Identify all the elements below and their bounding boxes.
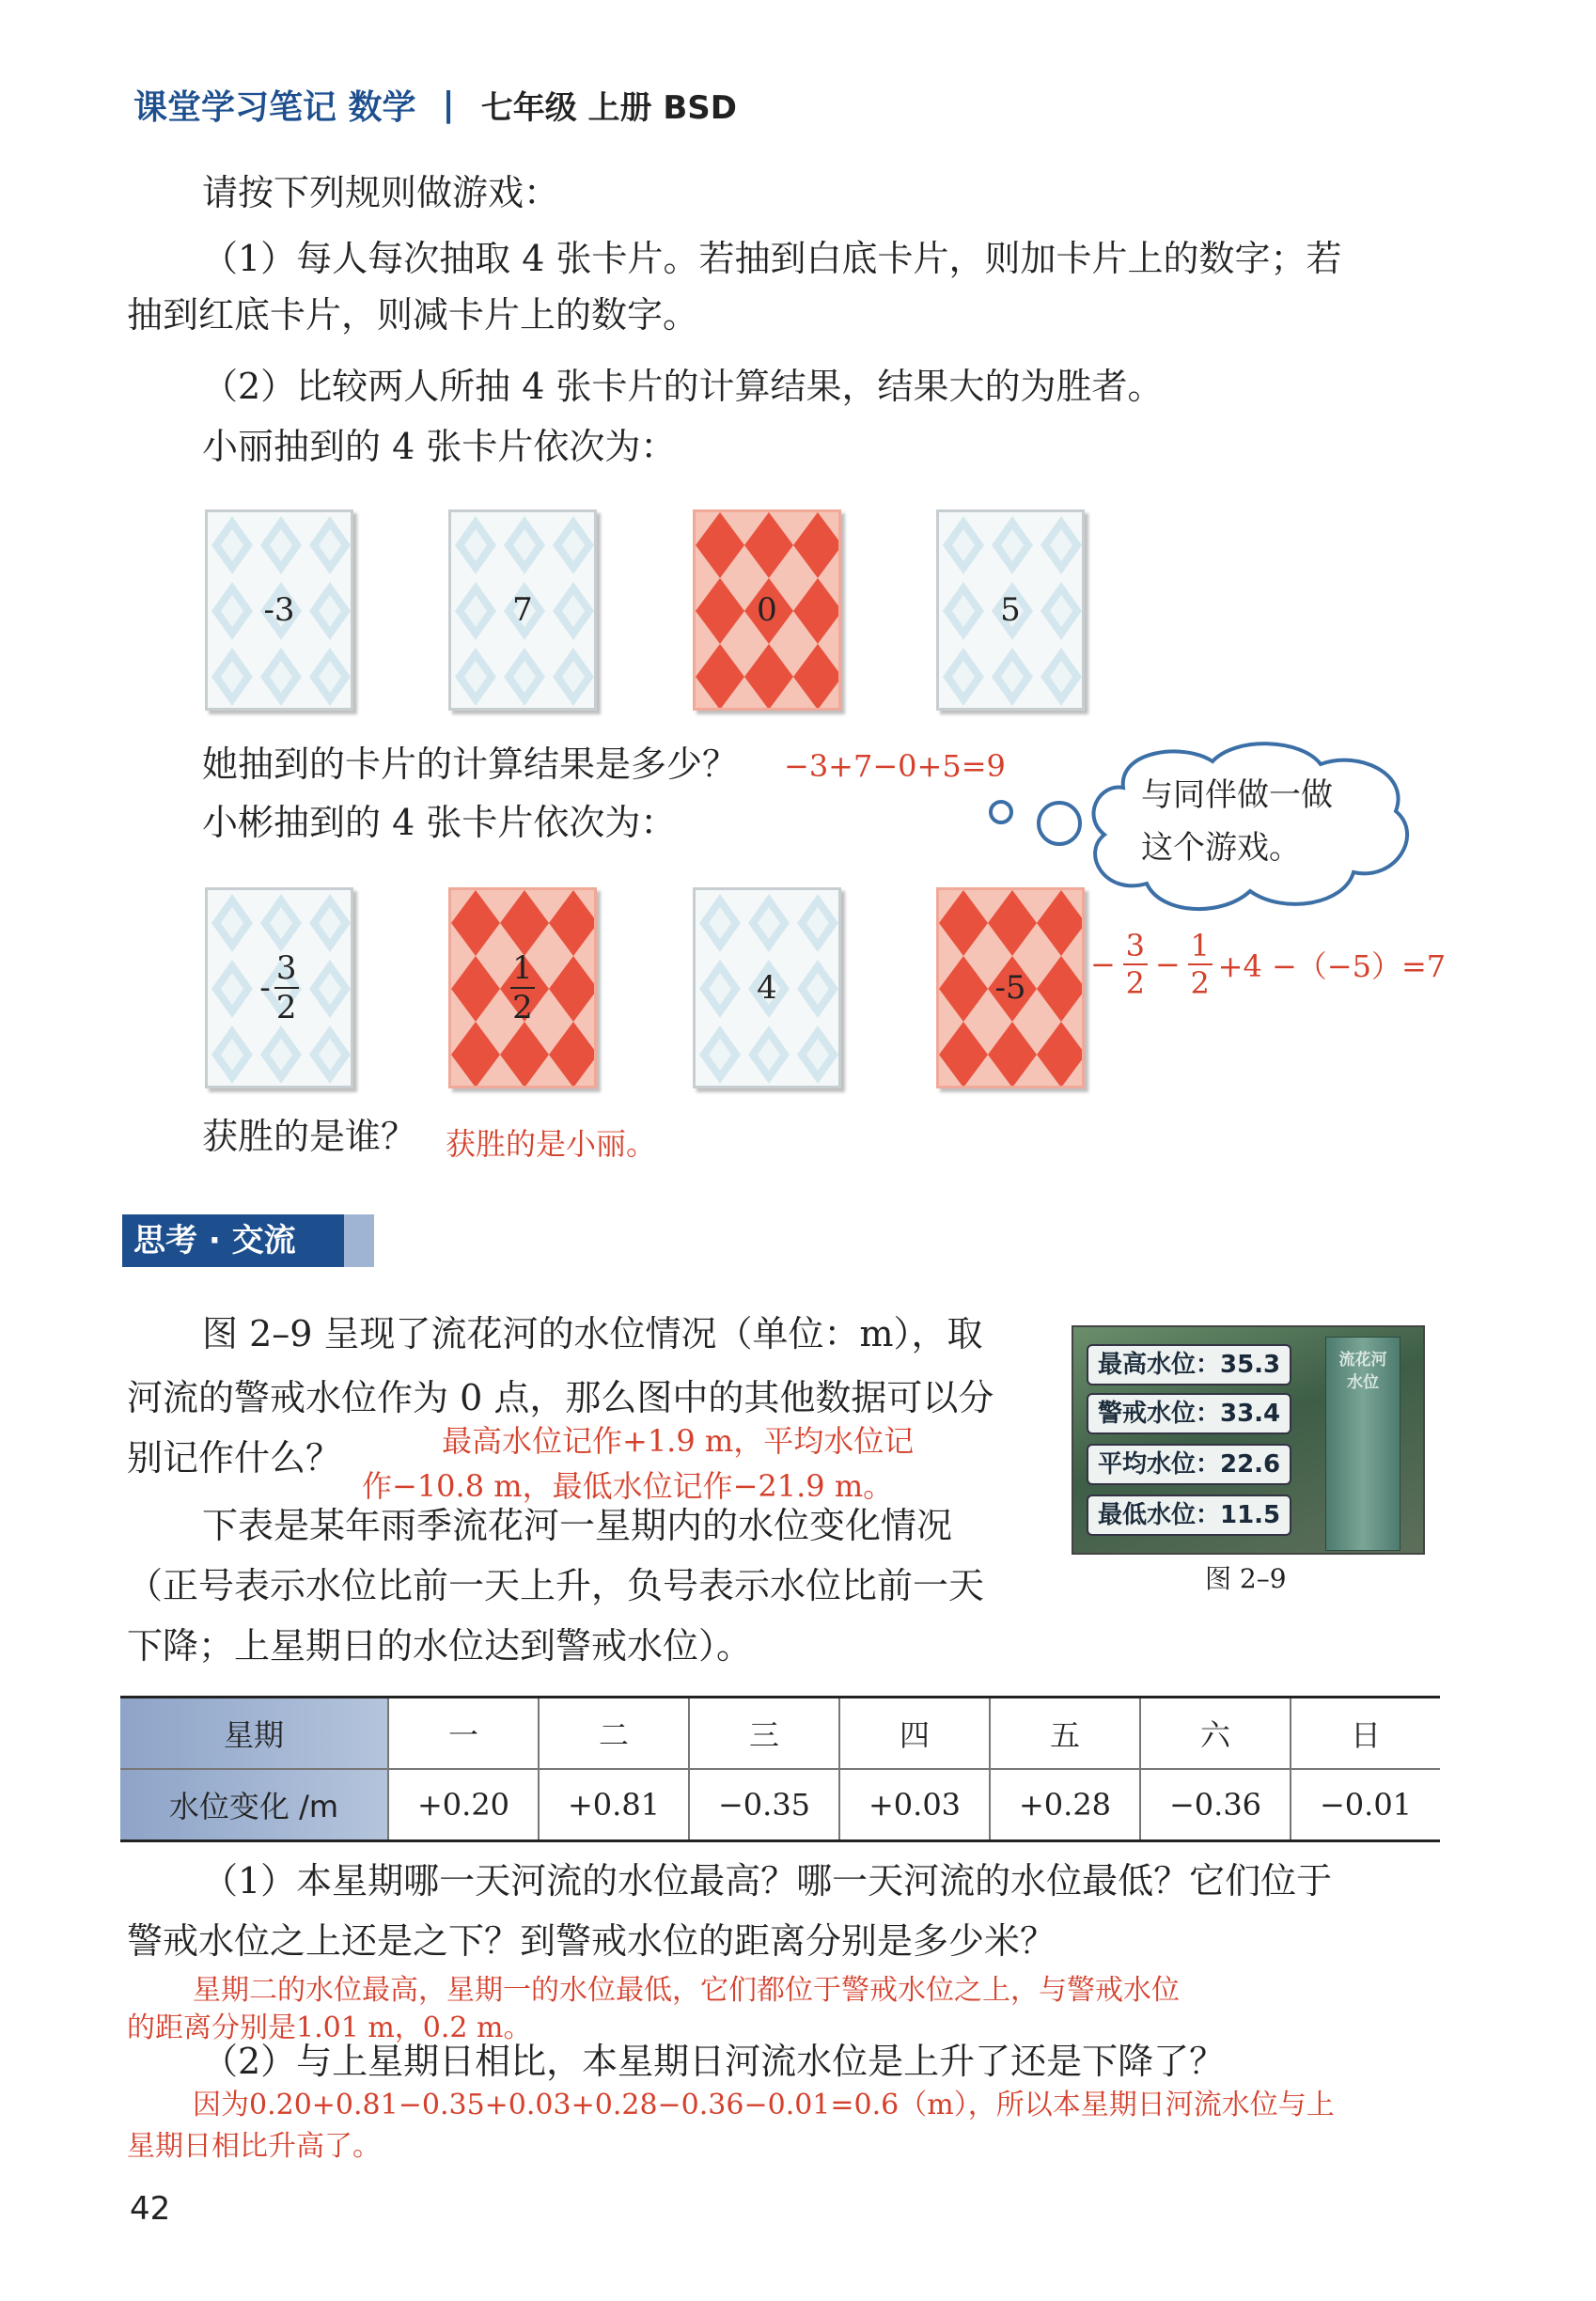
water-level-photo [1072,1325,1425,1555]
table-cell-day: 二 [539,1698,689,1770]
part1-answer-line2: 的距离分别是1.01 m，0.2 m。 [127,2011,532,2044]
rule2: （2）比较两人所抽 4 张卡片的计算结果，结果大的为胜者。 [202,366,1164,407]
post-label: 流花河水位 [1338,1351,1387,1392]
card-white [205,887,353,1088]
card-red [448,887,597,1088]
think-line4: 下表是某年雨季流花河一星期内的水位变化情况 [202,1505,953,1546]
part2-answer-line2: 星期日相比升高了。 [127,2130,381,2163]
question1: 她抽到的卡片的计算结果是多少？ [202,744,739,785]
fraction-denominator: 2 [1190,965,1210,1001]
table-cell-change: +0.28 [990,1769,1140,1841]
figure-caption: 图 2–9 [1205,1563,1287,1594]
think-line2: 河流的警戒水位作为 0 点，那么图中的其他数据可以分 [127,1377,994,1418]
answer2-minus2: − [1154,947,1181,982]
part2-answer-line1: 因为0.20+0.81−0.35+0.03+0.28−0.36−0.01=0.6（m），所以本星期日河流水位与上 [193,2089,1335,2121]
table-cell-day: 四 [839,1698,990,1770]
answer2 [1090,928,1447,1001]
xiaobin-label: 小彬抽到的 4 张卡片依次为： [202,802,677,843]
table-cell-day: 三 [689,1698,839,1770]
section-tag-label: 思考 · 交流 [133,1222,296,1260]
water-label-min: 最低水位：11.5 [1087,1495,1291,1536]
card-value [451,890,594,1086]
fraction-denominator: 2 [1125,965,1145,1001]
think-line1: 图 2–9 呈现了流花河的水位情况（单位：m），取 [202,1313,983,1354]
water-label-warning: 警戒水位：33.4 [1087,1393,1291,1434]
part1-answer-line1: 星期二的水位最高，星期一的水位最低，它们都位于警戒水位之上，与警戒水位 [193,1974,1180,2007]
card-white [448,509,597,711]
book-title: 课堂学习笔记 数学 [133,88,416,127]
part2-line1: （2）与上星期日相比，本星期日河流水位是上升了还是下降了？ [202,2041,1226,2082]
table-row [120,1769,1440,1841]
card-value: -5 [994,969,1026,1007]
card-white [205,509,353,711]
table-cell-change: +0.03 [839,1769,990,1841]
page-number: 42 [130,2190,171,2228]
part1-line1: （1）本星期哪一天河流的水位最高？哪一天河流的水位最低？它们位于 [202,1860,1333,1902]
fraction-numerator: 3 [1125,928,1145,963]
fraction-denominator: 2 [275,989,297,1026]
table-row [120,1698,1440,1770]
card-value: 4 [757,969,777,1007]
xiaoli-label: 小丽抽到的 4 张卡片依次为： [202,426,677,467]
table-header-change: 水位变化 /m [120,1769,388,1841]
fraction-numerator: 1 [512,949,533,987]
think-line3: 别记作什么？ [127,1437,342,1479]
card-value: 5 [1000,591,1021,629]
header-separator: | [442,86,455,124]
rule1-line2: 抽到红底卡片，则减卡片上的数字。 [127,294,699,336]
think-line5: （正号表示水位比前一天上升，负号表示水位比前一天 [127,1565,985,1606]
fraction-numerator: 3 [275,949,297,987]
card-value: 0 [757,591,777,629]
answer2-minus1: − [1090,947,1116,982]
table-cell-day: 日 [1291,1698,1440,1770]
answer1: −3+7−0+5=9 [784,748,1006,784]
card-white [936,509,1085,711]
card-sign: - [259,969,271,1007]
card-white [693,887,841,1088]
fraction-denominator: 2 [512,989,533,1026]
water-label-max: 最高水位：35.3 [1087,1344,1291,1385]
running-header [133,81,737,129]
water-level-post [1325,1337,1400,1551]
water-change-table [120,1696,1440,1842]
table-cell-day: 五 [990,1698,1140,1770]
answer2-fraction1 [1123,928,1148,1001]
card-value [208,890,351,1086]
table-cell-day: 六 [1140,1698,1291,1770]
think-answer-line2: 作−10.8 m，最低水位记作−21.9 m。 [362,1468,894,1504]
rule1-line1: （1）每人每次抽取 4 张卡片。若抽到白底卡片，则加卡片上的数字；若 [202,238,1342,279]
question2: 获胜的是谁？ [202,1116,417,1157]
think-line6: 下降；上星期日的水位达到警戒水位）。 [127,1625,753,1667]
table-cell-change: +0.81 [539,1769,689,1841]
card-value: 7 [512,591,533,629]
think-answer-line1: 最高水位记作+1.9 m，平均水位记 [442,1423,915,1459]
bubble-line1: 与同伴做一做 [1141,776,1333,814]
table-cell-change: −0.36 [1140,1769,1291,1841]
rules-title: 请按下列规则做游戏： [202,172,560,213]
water-label-average: 平均水位：22.6 [1087,1444,1291,1485]
fraction-numerator: 1 [1190,928,1210,963]
card-value: -3 [263,591,295,629]
bubble-line2: 这个游戏。 [1141,829,1301,867]
card-red [693,509,841,711]
table-cell-change: −0.35 [689,1769,839,1841]
table-header-weekday: 星期 [120,1698,388,1770]
answer3: 获胜的是小丽。 [446,1126,657,1162]
table-cell-change: +0.20 [388,1769,539,1841]
card-fraction [274,949,299,1026]
answer2-fraction2 [1188,928,1213,1001]
answer2-rest: +4 −（−5）=7 [1217,948,1447,984]
card-red [936,887,1085,1088]
grade-label: 七年级 上册 BSD [480,89,738,127]
card-fraction [510,949,535,1026]
part1-line2: 警戒水位之上还是之下？到警戒水位的距离分别是多少米？ [127,1920,1056,1962]
table-cell-day: 一 [388,1698,539,1770]
table-cell-change: −0.01 [1291,1769,1440,1841]
